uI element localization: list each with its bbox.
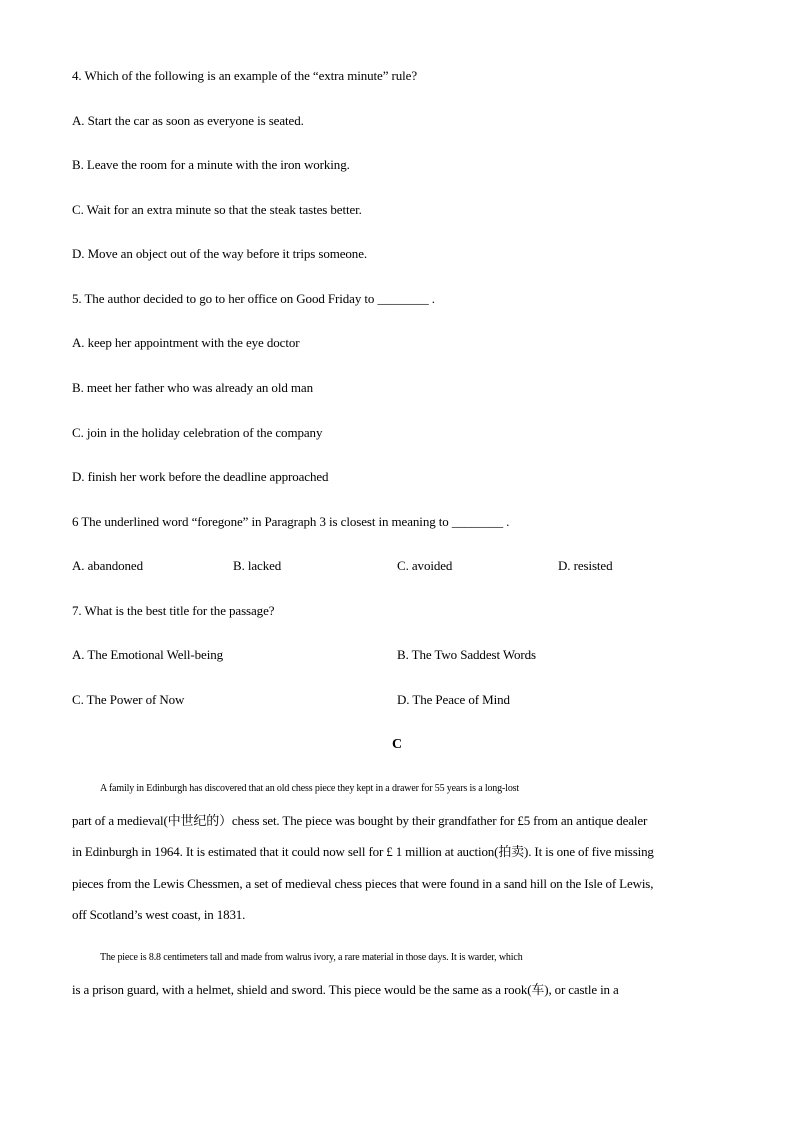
- question-6-stem: 6 The underlined word “foregone” in Paragraph 3 is closest in meaning to ________ .: [72, 514, 510, 529]
- question-4-option-b: B. Leave the room for a minute with the iron working.: [72, 157, 350, 172]
- question-6-option-b: B. lacked: [233, 558, 282, 573]
- paragraph-1-line-2: part of a medieval(中世纪的）chess set. The piece was bought by their grandfather for £5 from an antique dealer: [72, 812, 648, 828]
- section-heading: C: [391, 737, 403, 752]
- question-7-option-b: B. The Two Saddest Words: [397, 647, 537, 662]
- question-5-option-d: D. finish her work before the deadline approached: [72, 469, 329, 484]
- question-4-stem: 4. Which of the following is an example of the “extra minute” rule?: [72, 68, 418, 83]
- paragraph-1-line-4: pieces from the Lewis Chessmen, a set of medieval chess pieces that were found in a sand hill on the Isle of Lewis,: [72, 875, 654, 891]
- paragraph-1-line-3: in Edinburgh in 1964. It is estimated that it could now sell for £ 1 million at auction(拍卖). It is one of five missing: [72, 844, 654, 859]
- paragraph-2-line-2: is a prison guard, with a helmet, shield and sword. This piece would be the same as a rook(车), or castle in a: [72, 981, 619, 997]
- question-7-option-d: D. The Peace of Mind: [397, 692, 510, 707]
- passage-paragraph-1: [72, 773, 720, 931]
- question-5-option-b: B. meet her father who was already an old man: [72, 380, 313, 395]
- passage-paragraph-2: [72, 942, 720, 1005]
- question-5-option-a: A. keep her appointment with the eye doctor: [72, 335, 300, 350]
- question-6-option-a: A. abandoned: [72, 558, 143, 573]
- question-7-stem: 7. What is the best title for the passage?: [72, 603, 275, 618]
- paragraph-2-line-1: The piece is 8.8 centimeters tall and made from walrus ivory, a rare material in those days. It is warder, which: [100, 952, 523, 963]
- question-7-option-c: C. The Power of Now: [72, 692, 185, 707]
- question-4-option-d: D. Move an object out of the way before it trips someone.: [72, 246, 368, 261]
- paragraph-1-line-1: A family in Edinburgh has discovered that an old chess piece they kept in a drawer for 55 years is a long-lost: [100, 783, 520, 794]
- question-5-option-c: C. join in the holiday celebration of the company: [72, 425, 323, 440]
- question-4-option-c: C. Wait for an extra minute so that the steak tastes better.: [72, 202, 362, 217]
- question-6-option-c: C. avoided: [397, 558, 453, 573]
- question-6-option-d: D. resisted: [558, 558, 613, 573]
- question-7-option-a: A. The Emotional Well-being: [72, 647, 224, 662]
- question-4-option-a: A. Start the car as soon as everyone is seated.: [72, 113, 304, 128]
- question-5-stem: 5. The author decided to go to her office on Good Friday to ________ .: [72, 291, 435, 306]
- paragraph-1-line-5: off Scotland’s west coast, in 1831.: [72, 907, 246, 922]
